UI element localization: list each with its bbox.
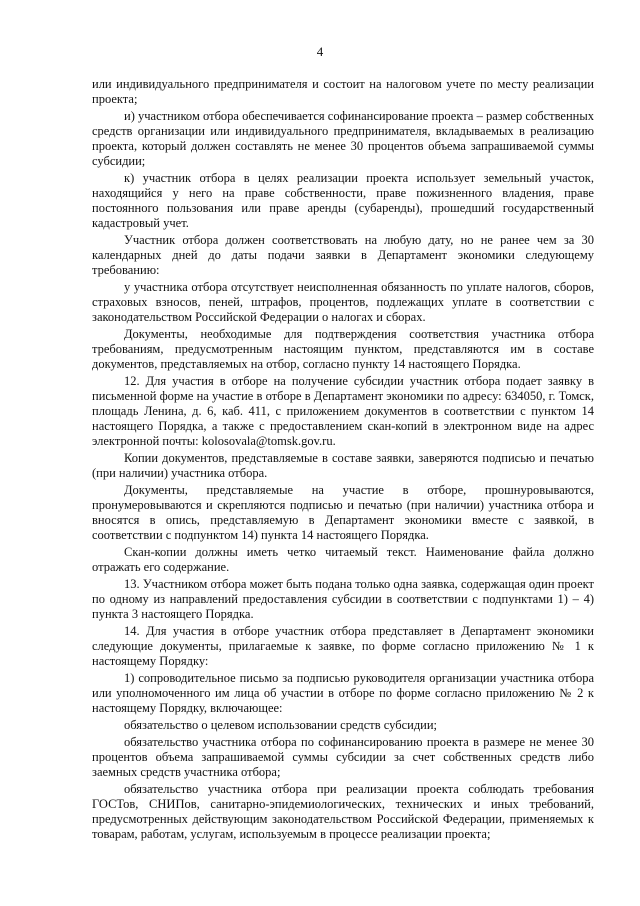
paragraph: 13. Участником отбора может быть подана только одна заявка, содержащая один проект по одному из направлений предоставления субсидии в соответствии с подпунктами 1) – 4) пункта 3 настоящего Порядка. xyxy=(92,577,594,621)
paragraph: 1) сопроводительное письмо за подписью руководителя организации участника отбора или уполномоченного им лица об участии в отборе по форме согласно приложению № 2 к настоящему Порядку, включающее: xyxy=(92,671,594,715)
body-text xyxy=(92,77,594,844)
paragraph: Участник отбора должен соответствовать на любую дату, но не ранее чем за 30 календарных дней до даты подачи заявки в Департамент экономики следующему требованию: xyxy=(92,233,594,277)
paragraph: Скан-копии должны иметь четко читаемый текст. Наименование файла должно отражать его содержание. xyxy=(92,545,594,574)
paragraph: Документы, необходимые для подтверждения соответствия участника отбора требованиям, предусмотренным настоящим пунктом, представляются им в составе документов, представляемых на отбор, согласно пункту 14 настоящего Порядка. xyxy=(92,327,594,371)
paragraph: обязательство участника отбора при реализации проекта соблюдать требования ГОСТов, СНИПов, санитарно-эпидемиологических, технических и иных требований, предусмотренных действующим законодательством Российской Федерации, применяемых к товарам, работам, услугам, используемым в процессе реализации проекта; xyxy=(92,782,594,841)
paragraph: или индивидуального предпринимателя и состоит на налоговом учете по месту реализации проекта; xyxy=(92,77,594,106)
paragraph: обязательство участника отбора по софинансированию проекта в размере не менее 30 процентов объема запрашиваемой суммы субсидии за счет собственных средств либо заемных средств участника отбора; xyxy=(92,735,594,779)
page-number: 4 xyxy=(316,44,324,59)
paragraph: и) участником отбора обеспечивается софинансирование проекта – размер собственных средств организации или индивидуального предпринимателя, вкладываемых в реализацию проекта, который должен составлять не менее 30 процентов объема запрашиваемой суммы субсидии; xyxy=(92,109,594,168)
paragraph: 14. Для участия в отборе участник отбора представляет в Департамент экономики следующие документы, прилагаемые к заявке, по форме согласно приложению № 1 к настоящему Порядку: xyxy=(92,624,594,668)
paragraph: у участника отбора отсутствует неисполненная обязанность по уплате налогов, сборов, страховых взносов, пеней, штрафов, процентов, подлежащих уплате в соответствии с законодательством Российской Федерации о налогах и сборах. xyxy=(92,280,594,324)
paragraph: обязательство о целевом использовании средств субсидии; xyxy=(124,718,438,732)
paragraph: Копии документов, представляемые в составе заявки, заверяются подписью и печатью (при наличии) участника отбора. xyxy=(92,451,594,480)
paragraph: 12. Для участия в отборе на получение субсидии участник отбора подает заявку в письменной форме на участие в отборе в Департамент экономики по адресу: 634050, г. Томск, площадь Ленина, д. 6, каб. 411, с приложением документов в соответствии с пунктом 14 настоящего Порядка, а также с предоставлением скан-копий в электронном виде на адрес электронной почты: kolosovala@tomsk.gov.ru. xyxy=(92,374,594,448)
paragraph: к) участник отбора в целях реализации проекта использует земельный участок, находящийся у него на праве собственности, праве пожизненного владения, праве постоянного пользования или праве аренды (субаренды), прошедший государственный кадастровый учет. xyxy=(92,171,594,230)
paragraph: Документы, представляемые на участие в отборе, прошнуровываются, пронумеровываются и скрепляются подписью и печатью (при наличии) участника отбора и вносятся в опись, представляемую в Департамент экономики вместе с заявкой, в соответствии с подпунктом 14) пункта 14 настоящего Порядка. xyxy=(92,483,594,542)
